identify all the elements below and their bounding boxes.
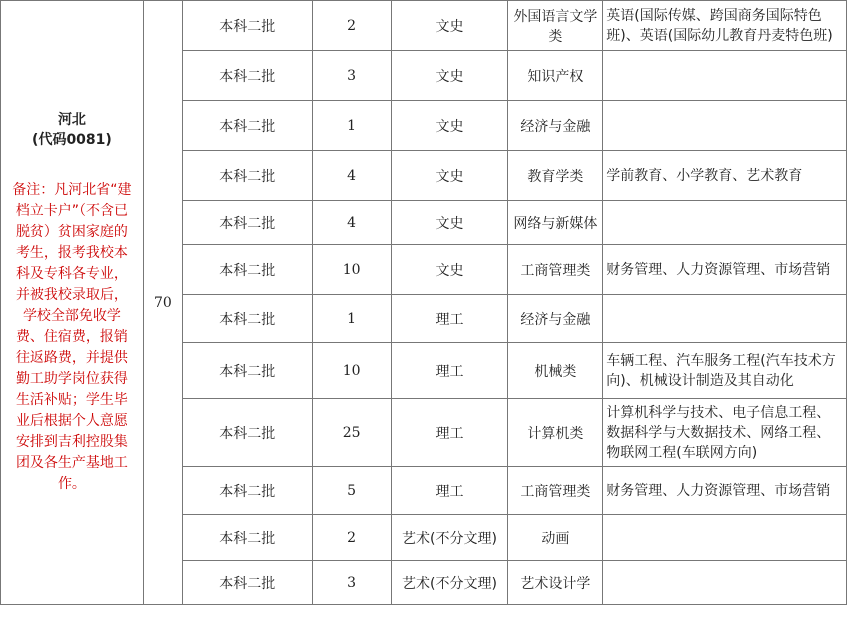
category-cell: 经济与金融 xyxy=(508,295,603,343)
province-note: 备注：凡河北省“建档立卡户”（不含已脱贫）贫困家庭的考生，报考我校本科及专科各专业，并被我校录取后，学校全部免收学费、住宿费，报销往返路费，并提供勤工助学岗位获得生活补贴；学生毕业后根据个人意愿安排到吉利控股集团及各生产基地工作。 xyxy=(12,182,132,492)
majors-cell: 财务管理、人力资源管理、市场营销 xyxy=(603,467,847,515)
majors-cell xyxy=(603,295,847,343)
batch-cell: 本科二批 xyxy=(182,151,312,201)
subject-cell: 文史 xyxy=(391,201,508,245)
category-cell: 工商管理类 xyxy=(508,245,603,295)
province-code: (代码0081) xyxy=(32,132,112,148)
count-cell: 2 xyxy=(312,1,391,51)
subject-cell: 理工 xyxy=(391,399,508,467)
majors-cell xyxy=(603,515,847,561)
subject-cell: 文史 xyxy=(391,151,508,201)
subject-cell: 文史 xyxy=(391,51,508,101)
subject-cell: 理工 xyxy=(391,295,508,343)
subject-cell: 艺术(不分文理) xyxy=(391,561,508,605)
majors-cell xyxy=(603,561,847,605)
category-cell: 网络与新媒体 xyxy=(508,201,603,245)
batch-cell: 本科二批 xyxy=(182,343,312,399)
batch-cell: 本科二批 xyxy=(182,467,312,515)
batch-cell: 本科二批 xyxy=(182,245,312,295)
count-cell: 4 xyxy=(312,201,391,245)
subject-cell: 理工 xyxy=(391,343,508,399)
count-cell: 2 xyxy=(312,515,391,561)
category-cell: 工商管理类 xyxy=(508,467,603,515)
batch-cell: 本科二批 xyxy=(182,101,312,151)
count-cell: 5 xyxy=(312,467,391,515)
total-count-cell: 70 xyxy=(143,1,182,605)
batch-cell: 本科二批 xyxy=(182,295,312,343)
count-cell: 10 xyxy=(312,245,391,295)
category-cell: 艺术设计学 xyxy=(508,561,603,605)
category-cell: 动画 xyxy=(508,515,603,561)
province-cell xyxy=(1,1,144,605)
count-cell: 25 xyxy=(312,399,391,467)
subject-cell: 文史 xyxy=(391,245,508,295)
category-cell: 知识产权 xyxy=(508,51,603,101)
count-cell: 1 xyxy=(312,295,391,343)
count-cell: 3 xyxy=(312,51,391,101)
majors-cell: 英语(国际传媒、跨国商务国际特色班)、英语(国际幼儿教育丹麦特色班) xyxy=(603,1,847,51)
table-body xyxy=(1,1,847,605)
count-cell: 10 xyxy=(312,343,391,399)
subject-cell: 艺术(不分文理) xyxy=(391,515,508,561)
count-cell: 1 xyxy=(312,101,391,151)
majors-cell: 学前教育、小学教育、艺术教育 xyxy=(603,151,847,201)
subject-cell: 文史 xyxy=(391,1,508,51)
province-name: 河北 xyxy=(57,112,86,128)
batch-cell: 本科二批 xyxy=(182,1,312,51)
category-cell: 计算机类 xyxy=(508,399,603,467)
category-cell: 教育学类 xyxy=(508,151,603,201)
subject-cell: 理工 xyxy=(391,467,508,515)
batch-cell: 本科二批 xyxy=(182,561,312,605)
category-cell: 经济与金融 xyxy=(508,101,603,151)
batch-cell: 本科二批 xyxy=(182,201,312,245)
batch-cell: 本科二批 xyxy=(182,51,312,101)
category-cell: 外国语言文学类 xyxy=(508,1,603,51)
majors-cell: 车辆工程、汽车服务工程(汽车技术方向)、机械设计制造及其自动化 xyxy=(603,343,847,399)
batch-cell: 本科二批 xyxy=(182,515,312,561)
table-row xyxy=(1,1,847,51)
category-cell: 机械类 xyxy=(508,343,603,399)
majors-cell xyxy=(603,51,847,101)
count-cell: 3 xyxy=(312,561,391,605)
majors-cell xyxy=(603,101,847,151)
batch-cell: 本科二批 xyxy=(182,399,312,467)
count-cell: 4 xyxy=(312,151,391,201)
subject-cell: 文史 xyxy=(391,101,508,151)
majors-cell xyxy=(603,201,847,245)
majors-cell: 计算机科学与技术、电子信息工程、数据科学与大数据技术、网络工程、物联网工程(车联网方向) xyxy=(603,399,847,467)
majors-cell: 财务管理、人力资源管理、市场营销 xyxy=(603,245,847,295)
